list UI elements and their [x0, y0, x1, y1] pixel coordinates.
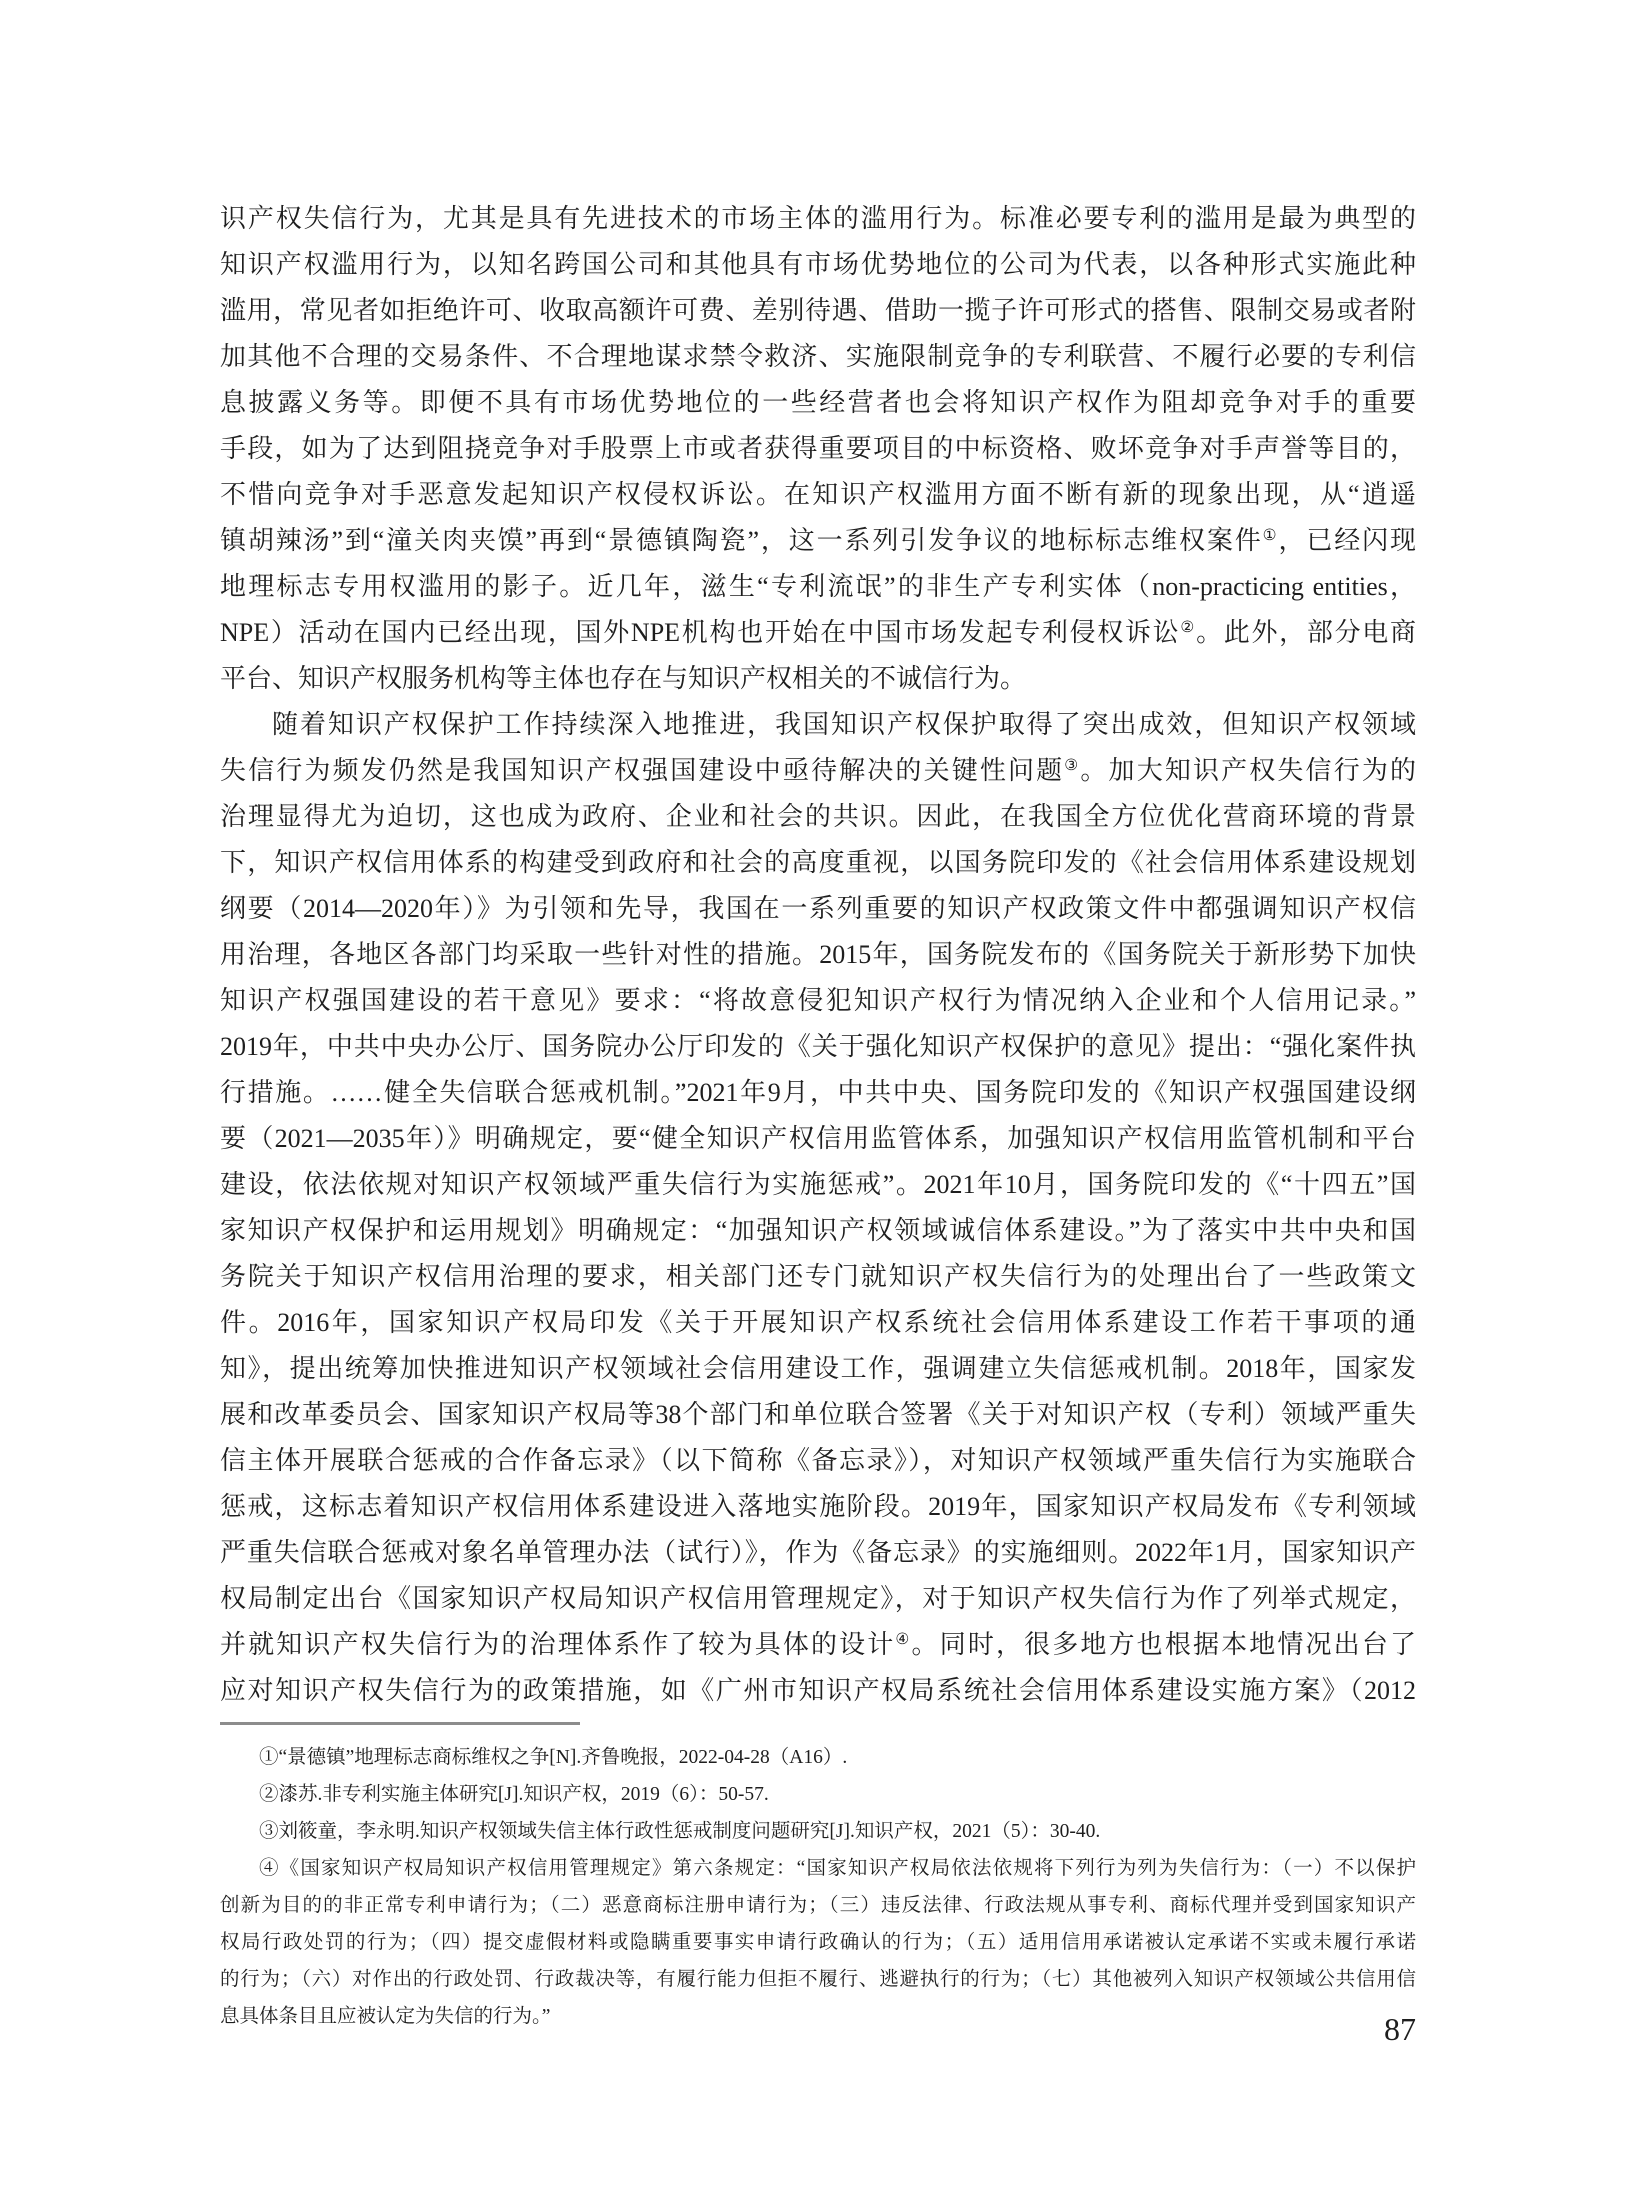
body-line: 手段，如为了达到阻挠竞争对手股票上市或者获得重要项目的中标资格、败坏竞争对手声誉等目的， [220, 434, 1416, 463]
body-line: 下，知识产权信用体系的构建受到政府和社会的高度重视，以国务院印发的《社会信用体系建设规划 [220, 848, 1416, 877]
body-line: 地理标志专用权滥用的影子。近几年，滋生“专利流氓”的非生产专利实体（non-practicing entities， [220, 572, 1416, 601]
body-line: 务院关于知识产权信用治理的要求，相关部门还专门就知识产权失信行为的处理出台了一些政策文 [220, 1262, 1416, 1291]
footnote-line: ③刘筱童，李永明.知识产权领域失信主体行政性惩戒制度问题研究[J].知识产权，2021（5）：30-40. [259, 1821, 1101, 1842]
body-line: 信主体开展联合惩戒的合作备忘录》（以下简称《备忘录》），对知识产权领域严重失信行为实施联合 [220, 1446, 1416, 1475]
body-line: 行措施。……健全失信联合惩戒机制。”2021年9月，中共中央、国务院印发的《知识产权强国建设纲 [220, 1078, 1416, 1107]
body-line: 展和改革委员会、国家知识产权局等38个部门和单位联合签署《关于对知识产权（专利）领域严重失 [220, 1400, 1416, 1429]
body-line: 件。2016年，国家知识产权局印发《关于开展知识产权系统社会信用体系建设工作若干事项的通 [220, 1308, 1416, 1337]
footnotes [220, 1739, 1416, 2035]
footnote-line: 权局行政处罚的行为；（四）提交虚假材料或隐瞒重要事实申请行政确认的行为；（五）适用信用承诺被认定承诺不实或未履行承诺 [220, 1932, 1416, 1953]
body-line: 严重失信联合惩戒对象名单管理办法（试行）》，作为《备忘录》的实施细则。2022年1月，国家知识产 [220, 1538, 1416, 1567]
body-line: 建设，依法依规对知识产权领域严重失信行为实施惩戒”。2021年10月，国务院印发的《“十四五”国 [220, 1170, 1416, 1199]
footnote-line: 创新为目的的非正常专利申请行为；（二）恶意商标注册申请行为；（三）违反法律、行政法规从事专利、商标代理并受到国家知识产 [220, 1895, 1416, 1916]
body-line: 不惜向竞争对手恶意发起知识产权侵权诉讼。在知识产权滥用方面不断有新的现象出现，从“逍遥 [220, 480, 1416, 509]
body-line: 息披露义务等。即便不具有市场优势地位的一些经营者也会将知识产权作为阻却竞争对手的重要 [220, 388, 1416, 417]
footnote-ref: ① [1262, 527, 1279, 544]
text-column [220, 196, 1416, 2035]
body-line: 要（2021—2035年）》明确规定，要“健全知识产权信用监管体系，加强知识产权信用监管机制和平台 [220, 1124, 1416, 1153]
body-line: 知》，提出统筹加快推进知识产权领域社会信用建设工作，强调建立失信惩戒机制。2018年，国家发 [220, 1354, 1416, 1383]
footnote-line: ①“景德镇”地理标志商标维权之争[N].齐鲁晚报，2022-04-28（A16）. [259, 1747, 848, 1768]
body-line: 2019年，中共中央办公厅、国务院办公厅印发的《关于强化知识产权保护的意见》提出：“强化案件执 [220, 1032, 1416, 1061]
page-number: 87 [1384, 2011, 1416, 2047]
body-line: 并就知识产权失信行为的治理体系作了较为具体的设计④。同时，很多地方也根据本地情况出台了 [220, 1630, 1416, 1659]
body-line: 平台、知识产权服务机构等主体也存在与知识产权相关的不诚信行为。 [220, 664, 1027, 693]
body-line: 随着知识产权保护工作持续深入地推进，我国知识产权保护取得了突出成效，但知识产权领域 [272, 710, 1416, 739]
body-line: 用治理，各地区各部门均采取一些针对性的措施。2015年，国务院发布的《国务院关于新形势下加快 [220, 940, 1416, 969]
body-line: 治理显得尤为迫切，这也成为政府、企业和社会的共识。因此，在我国全方位优化营商环境的背景 [220, 802, 1416, 831]
footnote-ref: ③ [1064, 757, 1081, 774]
body-text [220, 196, 1416, 1714]
body-line: 识产权失信行为，尤其是具有先进技术的市场主体的滥用行为。标准必要专利的滥用是最为典型的 [220, 204, 1416, 233]
body-line: 镇胡辣汤”到“潼关肉夹馍”再到“景德镇陶瓷”，这一系列引发争议的地标标志维权案件①，已经闪现 [220, 526, 1416, 555]
body-line: 知识产权滥用行为，以知名跨国公司和其他具有市场优势地位的公司为代表，以各种形式实施此种 [220, 250, 1416, 279]
footnote-line: ②漆苏.非专利实施主体研究[J].知识产权，2019（6）：50-57. [259, 1784, 769, 1805]
footnote-ref: ④ [895, 1631, 912, 1648]
footnote-ref: ② [1180, 619, 1197, 636]
body-line: 加其他不合理的交易条件、不合理地谋求禁令救济、实施限制竞争的专利联营、不履行必要的专利信 [220, 342, 1416, 371]
footnote-line: ④《国家知识产权局知识产权信用管理规定》第六条规定：“国家知识产权局依法依规将下列行为列为失信行为：（一）不以保护 [259, 1858, 1416, 1879]
body-line: 纲要（2014—2020年）》为引领和先导，我国在一系列重要的知识产权政策文件中都强调知识产权信 [220, 894, 1416, 923]
footnote-line: 息具体条目且应被认定为失信的行为。” [220, 2006, 551, 2027]
body-line: 失信行为频发仍然是我国知识产权强国建设中亟待解决的关键性问题③。加大知识产权失信行为的 [220, 756, 1416, 785]
body-line: 惩戒，这标志着知识产权信用体系建设进入落地实施阶段。2019年，国家知识产权局发布《专利领域 [220, 1492, 1416, 1521]
body-line: 家知识产权保护和运用规划》明确规定：“加强知识产权领域诚信体系建设。”为了落实中共中央和国 [220, 1216, 1416, 1245]
footnote-separator [220, 1722, 580, 1725]
body-line: 权局制定出台《国家知识产权局知识产权信用管理规定》，对于知识产权失信行为作了列举式规定， [220, 1584, 1416, 1613]
footnote-line: 的行为；（六）对作出的行政处罚、行政裁决等，有履行能力但拒不履行、逃避执行的行为；（七）其他被列入知识产权领域公共信用信 [220, 1969, 1416, 1990]
body-line: NPE）活动在国内已经出现，国外NPE机构也开始在中国市场发起专利侵权诉讼②。此外，部分电商 [220, 618, 1416, 647]
body-line: 知识产权强国建设的若干意见》要求：“将故意侵犯知识产权行为情况纳入企业和个人信用记录。” [220, 986, 1416, 1015]
body-line: 应对知识产权失信行为的政策措施，如《广州市知识产权局系统社会信用体系建设实施方案》（2012 [220, 1676, 1416, 1705]
body-line: 滥用，常见者如拒绝许可、收取高额许可费、差别待遇、借助一揽子许可形式的搭售、限制交易或者附 [220, 296, 1416, 325]
